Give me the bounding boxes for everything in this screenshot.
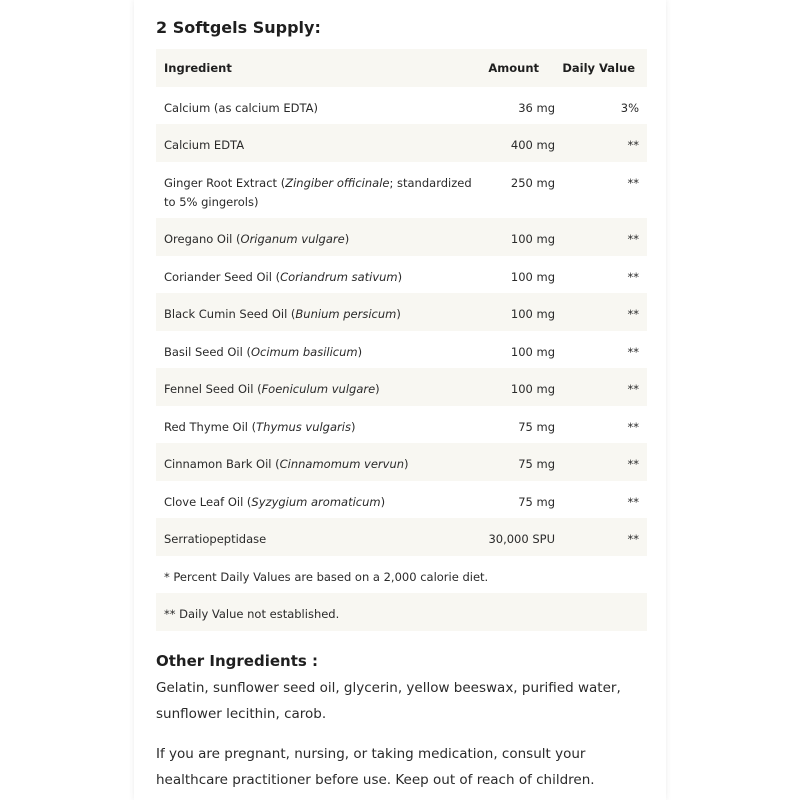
table-row bbox=[156, 368, 647, 406]
ingredient-name: Black Cumin Seed Oil (Bunium persicum) bbox=[164, 307, 401, 321]
ingredient-name: Cinnamon Bark Oil (Cinnamomum vervun) bbox=[164, 457, 409, 471]
ingredient-daily-value: 3% bbox=[620, 101, 639, 115]
ingredient-name: Red Thyme Oil (Thymus vulgaris) bbox=[164, 420, 356, 434]
ingredient-name: Fennel Seed Oil (Foeniculum vulgare) bbox=[164, 382, 380, 396]
ingredient-daily-value: ** bbox=[627, 495, 639, 509]
ingredient-amount: 36 mg bbox=[518, 101, 555, 115]
ingredient-amount: 100 mg bbox=[510, 307, 555, 321]
supply-title: 2 Softgels Supply: bbox=[156, 18, 321, 37]
ingredient-amount: 100 mg bbox=[510, 270, 555, 284]
other-ingredients-text: Gelatin, sunflower seed oil, glycerin, yellow beeswax, purified water, sunflower lecithin, carob. bbox=[156, 680, 621, 722]
ingredient-name: Ginger Root Extract (Zingiber officinale; standardized to 5% gingerols) bbox=[164, 176, 472, 209]
ingredient-name: Coriander Seed Oil (Coriandrum sativum) bbox=[164, 270, 403, 284]
ingredient-name: Basil Seed Oil (Ocimum basilicum) bbox=[164, 345, 363, 359]
table-row bbox=[156, 481, 647, 518]
ingredient-name: Serratiopeptidase bbox=[164, 532, 267, 546]
ingredient-amount: 100 mg bbox=[510, 232, 555, 246]
table-row bbox=[156, 218, 647, 256]
table-row bbox=[156, 443, 647, 481]
table-row bbox=[156, 518, 647, 556]
ingredient-daily-value: ** bbox=[627, 382, 639, 396]
header-daily-value: Daily Value bbox=[562, 61, 635, 75]
ingredient-name: Oregano Oil (Origanum vulgare) bbox=[164, 232, 350, 246]
supplement-facts-table bbox=[156, 49, 647, 631]
ingredient-daily-value: ** bbox=[627, 138, 639, 152]
ingredient-daily-value: ** bbox=[627, 532, 639, 546]
ingredient-amount: 75 mg bbox=[518, 495, 555, 509]
table-row bbox=[156, 331, 647, 368]
table-row bbox=[156, 162, 647, 218]
ingredient-name: Clove Leaf Oil (Syzygium aromaticum) bbox=[164, 495, 386, 509]
ingredient-name: Calcium EDTA bbox=[164, 138, 245, 152]
ingredient-amount: 75 mg bbox=[518, 457, 555, 471]
ingredient-amount: 250 mg bbox=[510, 176, 555, 190]
warning-text: If you are pregnant, nursing, or taking medication, consult your healthcare practitioner before use. Keep out of reach of children. bbox=[156, 746, 595, 788]
table-row bbox=[156, 406, 647, 443]
table-row bbox=[156, 293, 647, 331]
ingredient-amount: 100 mg bbox=[510, 382, 555, 396]
table-header-row bbox=[156, 49, 647, 87]
ingredient-daily-value: ** bbox=[627, 176, 639, 190]
ingredient-daily-value: ** bbox=[627, 420, 639, 434]
ingredient-daily-value: ** bbox=[627, 232, 639, 246]
ingredient-daily-value: ** bbox=[627, 345, 639, 359]
ingredient-daily-value: ** bbox=[627, 307, 639, 321]
footnote-row bbox=[156, 593, 647, 631]
ingredient-name: Calcium (as calcium EDTA) bbox=[164, 101, 318, 115]
ingredient-amount: 75 mg bbox=[518, 420, 555, 434]
ingredient-amount: 400 mg bbox=[510, 138, 555, 152]
table-row bbox=[156, 256, 647, 293]
table-row bbox=[156, 124, 647, 162]
footnote-row bbox=[156, 556, 647, 593]
ingredient-daily-value: ** bbox=[627, 270, 639, 284]
ingredient-amount: 30,000 SPU bbox=[488, 532, 555, 546]
ingredient-amount: 100 mg bbox=[510, 345, 555, 359]
header-amount: Amount bbox=[488, 61, 539, 75]
other-ingredients-title: Other Ingredients : bbox=[156, 652, 319, 670]
header-ingredient: Ingredient bbox=[164, 61, 232, 75]
table-row bbox=[156, 87, 647, 124]
ingredient-daily-value: ** bbox=[627, 457, 639, 471]
footnote-daily-value-basis: * Percent Daily Values are based on a 2,000 calorie diet. bbox=[164, 570, 489, 584]
footnote-not-established: ** Daily Value not established. bbox=[164, 607, 340, 621]
